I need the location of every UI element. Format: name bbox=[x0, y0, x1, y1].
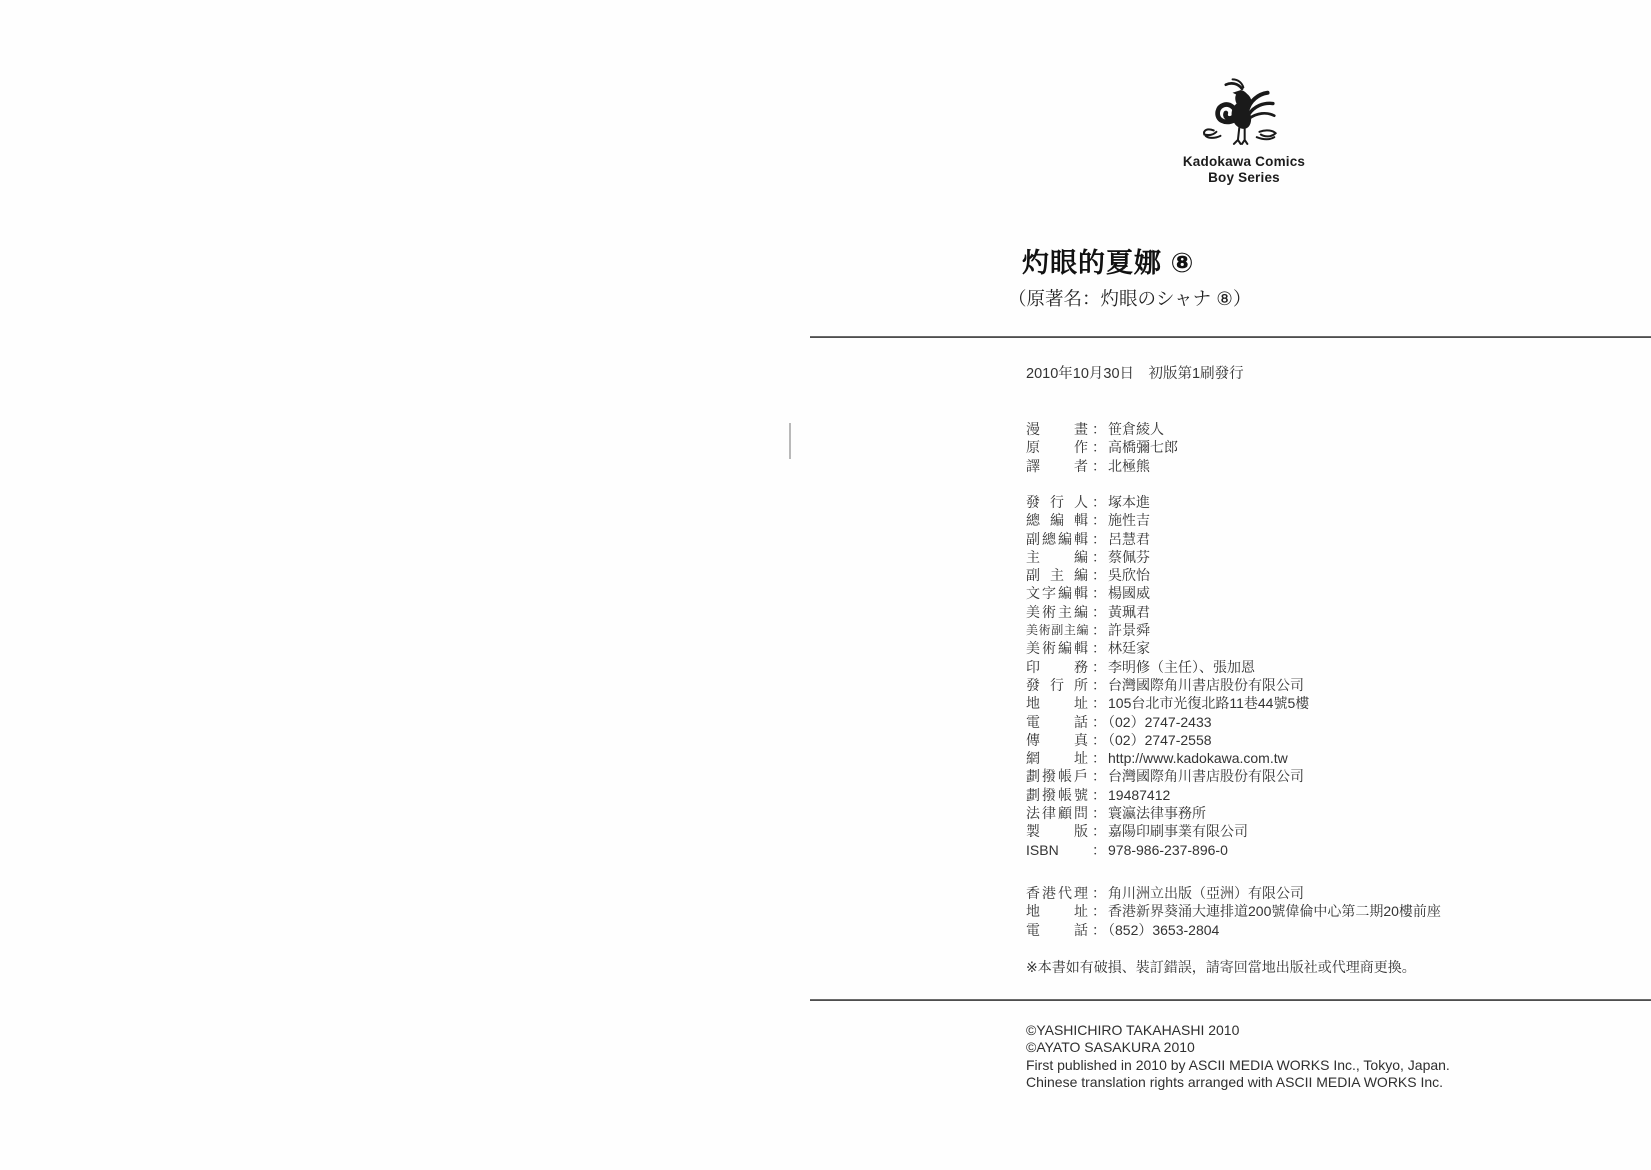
credits-hongkong-list bbox=[1026, 884, 1441, 939]
credit-separator: ： bbox=[1092, 676, 1106, 693]
credit-value: 台灣國際角川書店股份有限公司 bbox=[1108, 676, 1304, 693]
credit-separator: ： bbox=[1092, 640, 1106, 657]
credit-row bbox=[1026, 713, 1309, 731]
edition-date: 2010年10月30日 初版第1刷發行 bbox=[1026, 366, 1244, 382]
credit-label: 製版 bbox=[1026, 823, 1088, 840]
credit-separator: ： bbox=[1092, 548, 1106, 565]
credit-separator: ： bbox=[1092, 603, 1106, 620]
credit-value: （02）2747-2433 bbox=[1108, 713, 1212, 730]
credit-row bbox=[1026, 584, 1309, 602]
credit-row bbox=[1026, 438, 1178, 456]
credit-separator: ： bbox=[1092, 903, 1106, 920]
credit-row bbox=[1026, 548, 1309, 566]
credit-value: 許景舜 bbox=[1108, 622, 1150, 639]
credit-row bbox=[1026, 786, 1309, 804]
credit-separator: ： bbox=[1092, 841, 1106, 858]
credit-label: 美術主編 bbox=[1026, 603, 1088, 620]
credit-label: ISBN bbox=[1026, 841, 1059, 858]
scan-artifact bbox=[789, 423, 791, 459]
credit-label: 發行人 bbox=[1026, 494, 1088, 510]
credit-row bbox=[1026, 493, 1309, 511]
credit-row bbox=[1026, 639, 1309, 657]
credit-value: 蔡佩芬 bbox=[1108, 548, 1150, 565]
damage-replacement-notice: ※本書如有破損、裝訂錯誤，請寄回當地出版社或代理商更換。 bbox=[1026, 959, 1416, 975]
horizontal-rule-bottom bbox=[810, 999, 1651, 1001]
credit-value: http://www.kadokawa.com.tw bbox=[1108, 750, 1288, 767]
credit-separator: ： bbox=[1092, 805, 1106, 822]
credit-separator: ： bbox=[1092, 567, 1106, 584]
credit-row bbox=[1026, 841, 1309, 859]
credit-separator: ： bbox=[1092, 921, 1106, 938]
credit-separator: ： bbox=[1092, 750, 1106, 767]
credit-value: 楊國威 bbox=[1108, 585, 1150, 602]
credit-separator: ： bbox=[1092, 512, 1106, 529]
credit-separator: ： bbox=[1092, 731, 1106, 748]
credit-separator: ： bbox=[1092, 494, 1106, 510]
credit-row bbox=[1026, 676, 1309, 694]
credit-row bbox=[1026, 731, 1309, 749]
credit-separator: ： bbox=[1092, 421, 1106, 437]
credit-row bbox=[1026, 457, 1178, 475]
credit-label: 主編 bbox=[1026, 548, 1088, 565]
credit-separator: ： bbox=[1092, 439, 1106, 456]
credit-label: 劃撥帳戶 bbox=[1026, 768, 1088, 785]
copyright-line: Chinese translation rights arranged with ASCII MEDIA WORKS Inc. bbox=[1026, 1073, 1444, 1090]
copyright-line: ©AYATO SASAKURA 2010 bbox=[1026, 1039, 1195, 1056]
book-title: 灼眼的夏娜 ⑧ bbox=[1022, 248, 1195, 278]
credit-value: 吳欣怡 bbox=[1108, 567, 1150, 584]
credit-separator: ： bbox=[1092, 695, 1106, 712]
credit-row bbox=[1026, 658, 1309, 676]
publisher-logo-block bbox=[1154, 78, 1334, 185]
logo-text-line1: Kadokawa Comics bbox=[1182, 154, 1306, 169]
credit-label: 電話 bbox=[1026, 713, 1088, 730]
credit-row bbox=[1026, 694, 1309, 712]
credit-value: 塚本進 bbox=[1108, 494, 1150, 510]
credit-label: 傳真 bbox=[1026, 731, 1088, 748]
credit-row bbox=[1026, 902, 1441, 920]
credit-label: 總編輯 bbox=[1026, 512, 1088, 529]
credit-label: 漫畫 bbox=[1026, 421, 1088, 437]
credit-value: 978-986-237-896-0 bbox=[1108, 841, 1228, 858]
credit-label: 地址 bbox=[1026, 695, 1088, 712]
copyright-block bbox=[1026, 1022, 1450, 1091]
credit-separator: ： bbox=[1092, 786, 1106, 803]
credit-row bbox=[1026, 621, 1309, 639]
credit-label: 副總編輯 bbox=[1026, 530, 1088, 547]
credit-value: 呂慧君 bbox=[1108, 530, 1150, 547]
credit-row bbox=[1026, 921, 1441, 939]
kadokawa-phoenix-icon bbox=[1200, 78, 1288, 152]
credits-primary-list bbox=[1026, 420, 1178, 475]
credit-value: 19487412 bbox=[1108, 786, 1171, 803]
credit-value: 北極熊 bbox=[1108, 457, 1150, 474]
credit-value: 高橋彌七郎 bbox=[1108, 439, 1178, 456]
credit-row bbox=[1026, 804, 1309, 822]
credit-row bbox=[1026, 884, 1441, 902]
credit-label: 劃撥帳號 bbox=[1026, 786, 1088, 803]
credit-label: 電話 bbox=[1026, 921, 1088, 938]
credit-value: 105台北市光復北路11巷44號5樓 bbox=[1108, 695, 1310, 712]
logo-text-line2: Boy Series bbox=[1208, 169, 1280, 185]
credit-row bbox=[1026, 420, 1178, 438]
credit-value: 施性吉 bbox=[1108, 512, 1150, 529]
credits-staff-list bbox=[1026, 493, 1309, 859]
credit-value: 黃珮君 bbox=[1108, 603, 1150, 620]
credit-separator: ： bbox=[1092, 658, 1106, 675]
credit-row bbox=[1026, 749, 1309, 767]
credit-row bbox=[1026, 822, 1309, 840]
credit-label: 香港代理 bbox=[1026, 885, 1088, 901]
credit-value: 角川洲立出版（亞洲）有限公司 bbox=[1108, 885, 1304, 901]
credit-value: 嘉陽印刷事業有限公司 bbox=[1108, 823, 1248, 840]
credit-row bbox=[1026, 530, 1309, 548]
credit-separator: ： bbox=[1092, 713, 1106, 730]
credit-row bbox=[1026, 511, 1309, 529]
credit-row bbox=[1026, 767, 1309, 785]
credit-separator: ： bbox=[1092, 457, 1106, 474]
horizontal-rule-top bbox=[810, 336, 1651, 338]
credit-separator: ： bbox=[1092, 622, 1106, 639]
credit-label: 原作 bbox=[1026, 439, 1088, 456]
credit-separator: ： bbox=[1092, 530, 1106, 547]
credit-value: 寰瀛法律事務所 bbox=[1108, 805, 1206, 822]
credit-label: 文字編輯 bbox=[1026, 585, 1088, 602]
credit-row bbox=[1026, 566, 1309, 584]
copyright-line: First published in 2010 by ASCII MEDIA WORKS Inc., Tokyo, Japan. bbox=[1026, 1056, 1450, 1073]
credit-separator: ： bbox=[1092, 585, 1106, 602]
credit-row bbox=[1026, 603, 1309, 621]
copyright-line: ©YASHICHIRO TAKAHASHI 2010 bbox=[1026, 1022, 1240, 1038]
credit-value: 林廷家 bbox=[1108, 640, 1150, 657]
credit-value: 笹倉綾人 bbox=[1108, 421, 1164, 437]
credit-label: 法律顧問 bbox=[1026, 805, 1088, 822]
credit-value: （852）3653-2804 bbox=[1108, 921, 1220, 938]
credit-label: 美術副主編 bbox=[1026, 623, 1088, 638]
original-title: （原著名：灼眼のシャナ ⑧） bbox=[1008, 288, 1252, 309]
credit-separator: ： bbox=[1092, 823, 1106, 840]
credit-value: （02）2747-2558 bbox=[1108, 731, 1212, 748]
credit-label: 發行所 bbox=[1026, 676, 1088, 693]
credit-value: 李明修（主任）、張加恩 bbox=[1108, 658, 1255, 675]
credit-label: 地址 bbox=[1026, 903, 1088, 920]
credit-label: 美術編輯 bbox=[1026, 640, 1088, 657]
title-block bbox=[1008, 241, 1252, 311]
credit-value: 香港新界葵涌大連排道200號偉倫中心第二期20樓前座 bbox=[1108, 903, 1441, 920]
credit-separator: ： bbox=[1092, 768, 1106, 785]
credit-label: 印務 bbox=[1026, 658, 1088, 675]
credit-value: 台灣國際角川書店股份有限公司 bbox=[1108, 768, 1304, 785]
credit-label: 網址 bbox=[1026, 750, 1088, 767]
credit-label: 譯者 bbox=[1026, 457, 1088, 474]
credit-separator: ： bbox=[1092, 885, 1106, 901]
credit-label: 副主編 bbox=[1026, 567, 1088, 584]
